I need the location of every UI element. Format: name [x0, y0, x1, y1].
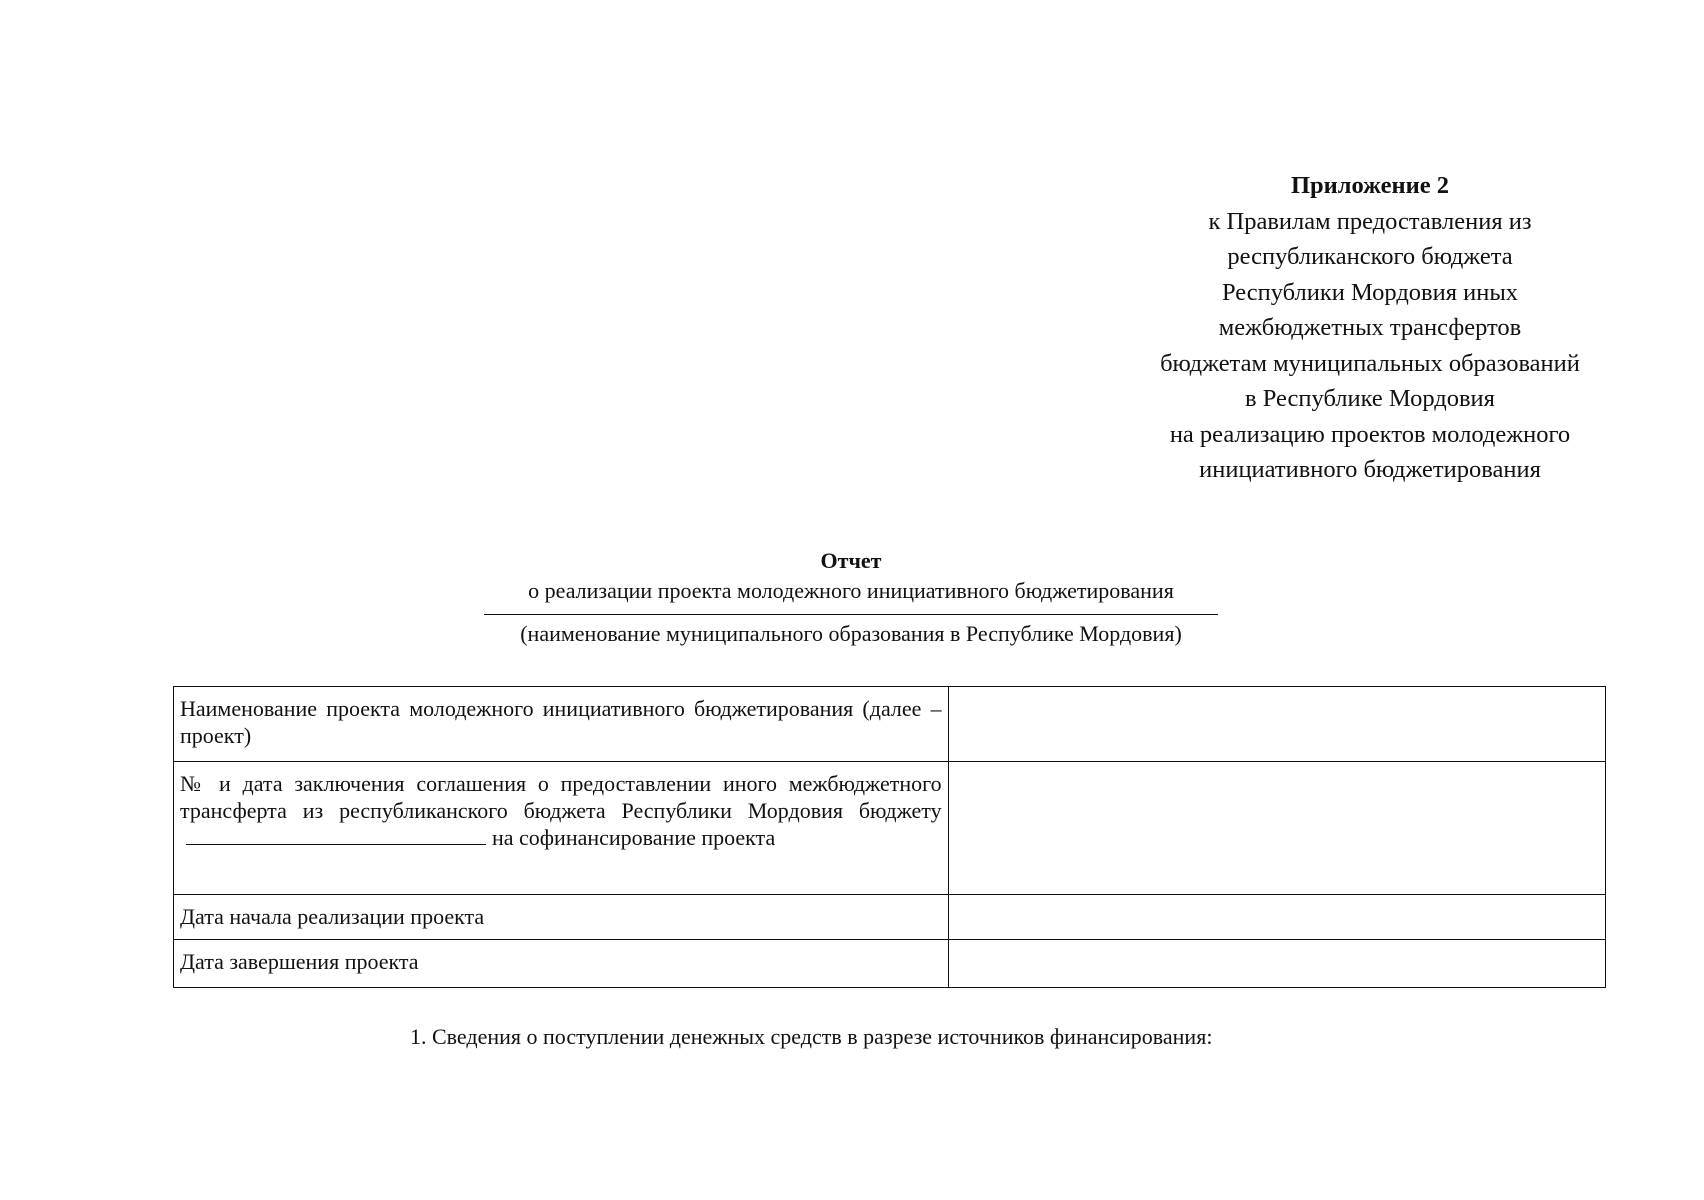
- municipality-caption: (наименование муниципального образования в Республике Мордовия): [520, 621, 1182, 646]
- agreement-label-start: № и дата заключения соглашения о предоставлении иного межбюджетного трансферта из республиканского бюджета Республики Мордовия бюджету: [180, 771, 942, 823]
- end-date-label: Дата завершения проекта: [174, 940, 949, 988]
- table-row: [174, 687, 1606, 762]
- appendix-line: республиканского бюджета: [1227, 243, 1513, 270]
- appendix-line: бюджетам муниципальных образований: [1160, 349, 1580, 377]
- table-row: [174, 762, 1606, 895]
- end-date-value: [948, 940, 1605, 988]
- project-info-table: [173, 686, 1606, 988]
- appendix-line: инициативного бюджетирования: [1199, 456, 1541, 483]
- report-title: Отчет: [820, 548, 882, 573]
- start-date-value: [948, 895, 1605, 940]
- report-subtitle: о реализации проекта молодежного инициативного бюджетирования: [528, 578, 1174, 603]
- appendix-line: к Правилам предоставления из: [1208, 207, 1532, 235]
- agreement-label-end: на софинансирование проекта: [492, 825, 776, 850]
- report-heading: [480, 546, 1222, 649]
- table-row: [174, 940, 1606, 988]
- agreement-value: [948, 762, 1605, 895]
- appendix-title: Приложение 2: [1291, 172, 1449, 199]
- section-1-heading: 1. Сведения о поступлении денежных средств в разрезе источников финансирования:: [410, 1024, 1213, 1049]
- appendix-line: межбюджетных трансфертов: [1218, 314, 1522, 341]
- agreement-label: [174, 762, 949, 895]
- project-name-value: [948, 687, 1605, 762]
- municipality-blank-line: [484, 614, 1218, 615]
- start-date-label: Дата начала реализации проекта: [174, 895, 949, 940]
- appendix-block: [1090, 168, 1650, 488]
- project-name-label: Наименование проекта молодежного инициативного бюджетирования (далее – проект): [174, 687, 949, 762]
- appendix-line: Республики Мордовия иных: [1221, 278, 1519, 306]
- appendix-line: на реализацию проектов молодежного: [1169, 420, 1571, 448]
- table-row: [174, 895, 1606, 940]
- budget-blank-line: [186, 826, 486, 845]
- appendix-line: в Республике Мордовия: [1245, 385, 1495, 412]
